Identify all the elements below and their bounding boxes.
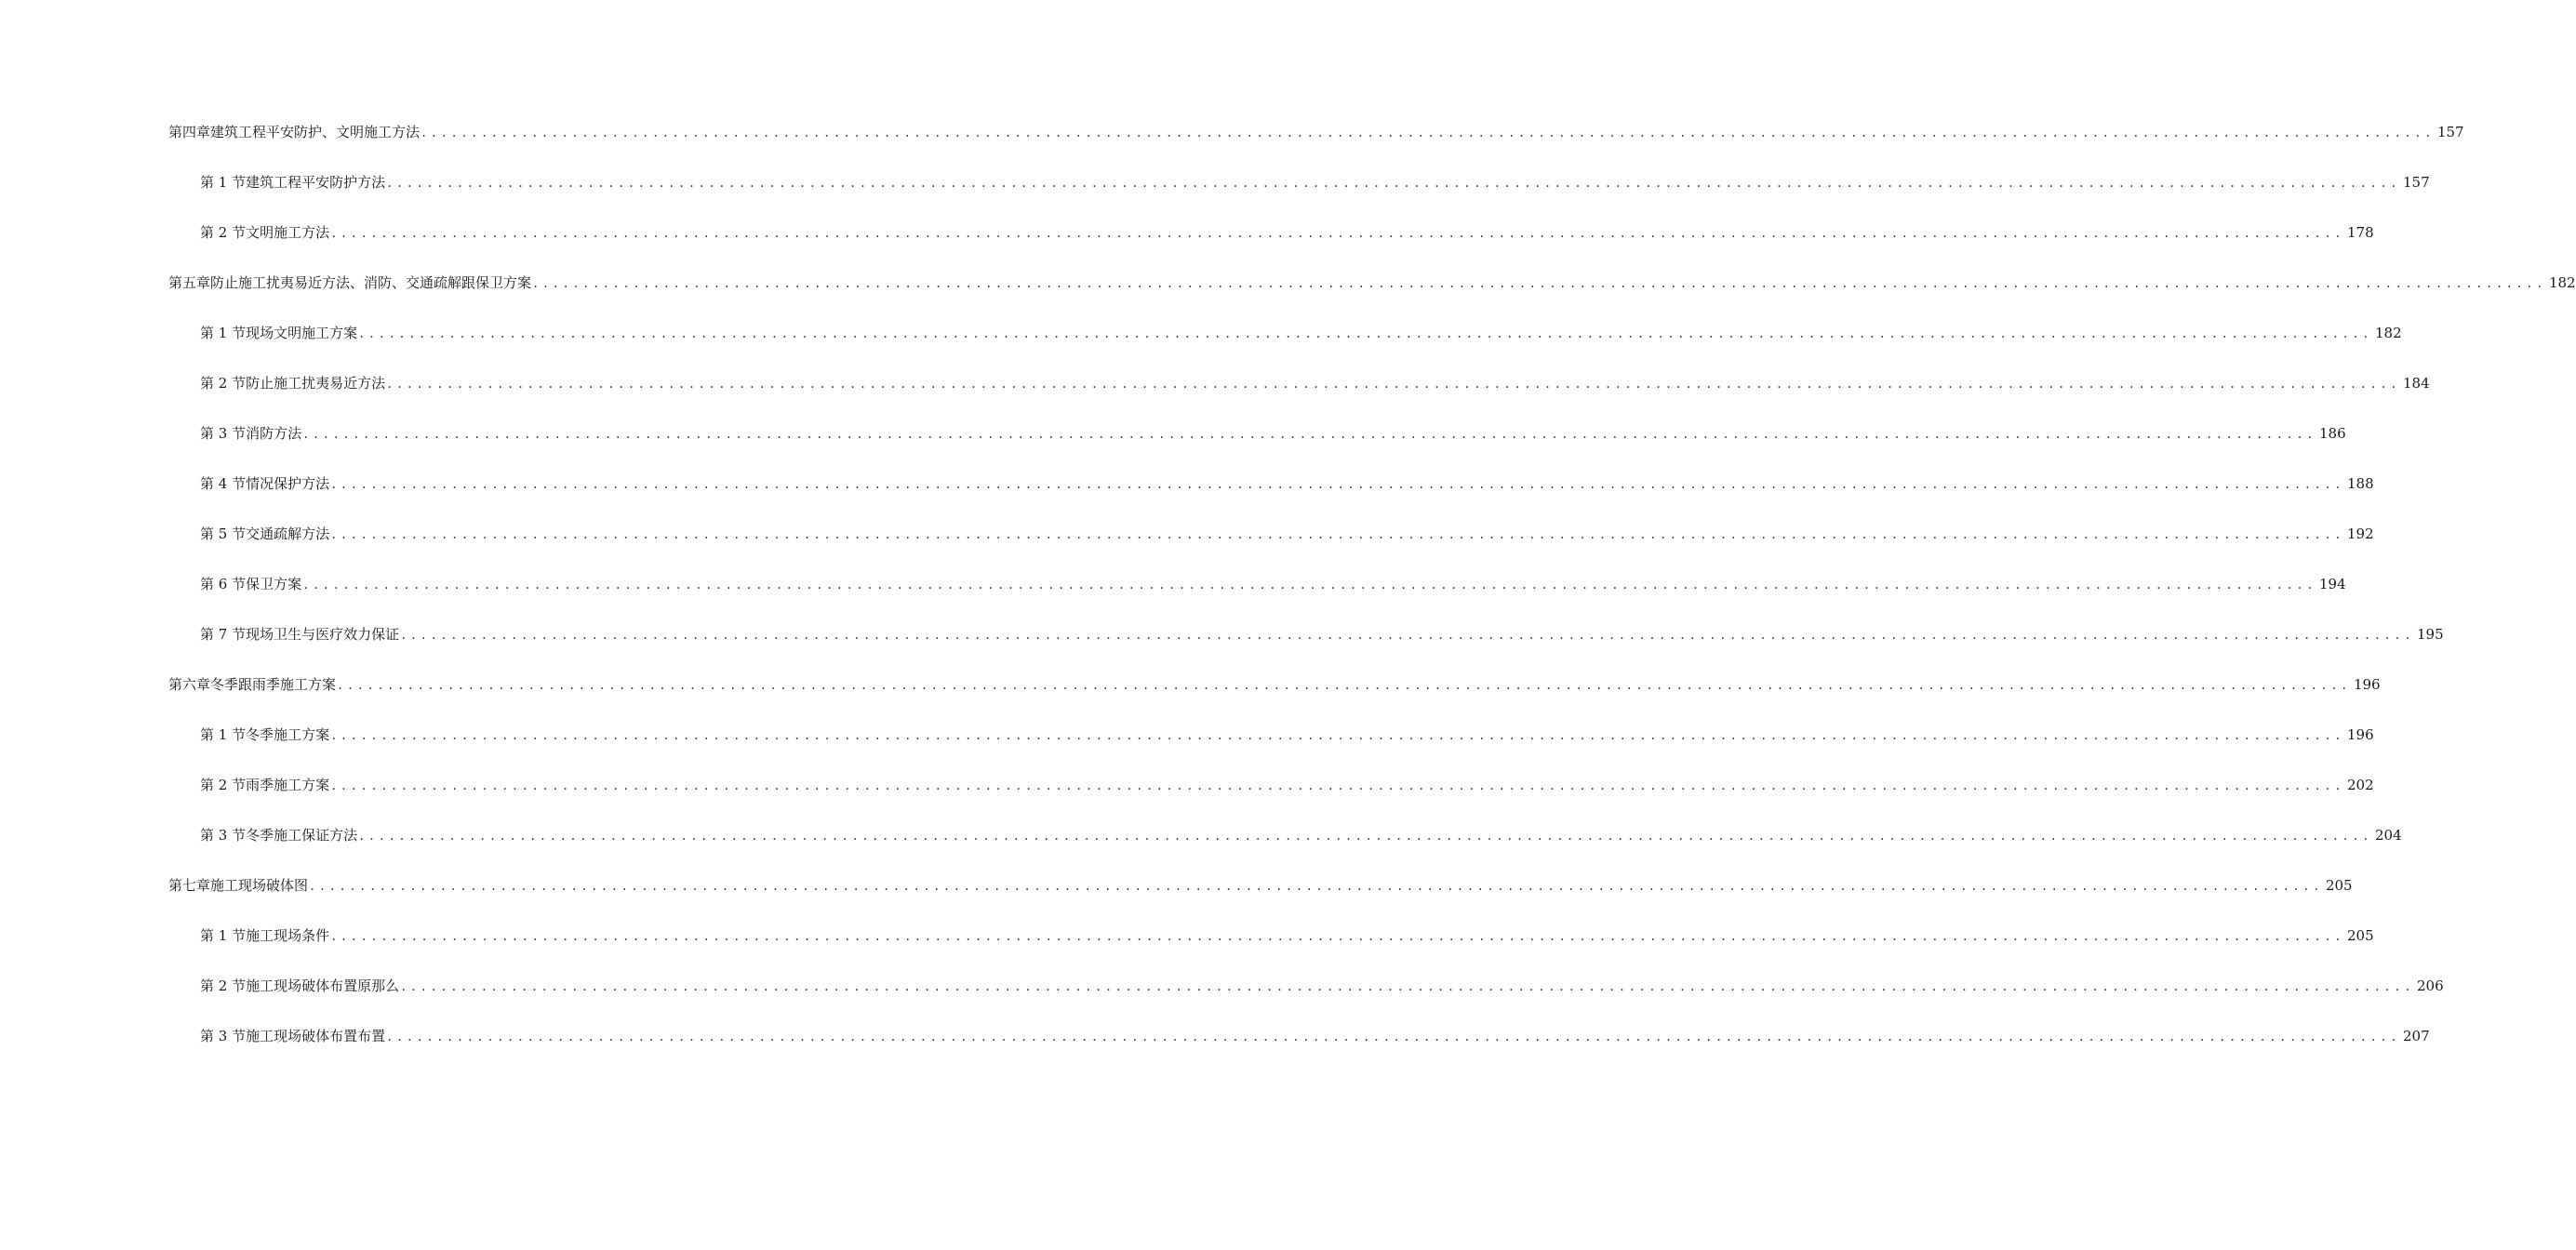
toc-chapter-entry[interactable] xyxy=(168,872,2353,895)
toc-section-entry[interactable] xyxy=(200,822,2402,844)
toc-page-number: 184 xyxy=(2403,375,2430,392)
toc-entry-title: 第四章建筑工程平安防护、文明施工方法 xyxy=(168,124,420,140)
toc-dot-leader: ........................................................................................................................................................................................................ xyxy=(309,880,2323,893)
toc-entry-title: 第 1 节施工现场条件 xyxy=(200,927,330,944)
toc-entry-title: 第 2 节文明施工方法 xyxy=(200,224,330,241)
toc-page-number: 157 xyxy=(2436,124,2464,140)
toc-entry-title: 第六章冬季跟雨季施工方案 xyxy=(168,676,337,693)
toc-dot-leader: ........................................................................................................................................................................................................ xyxy=(386,177,2401,190)
toc-page-number: 178 xyxy=(2347,224,2374,241)
toc-chapter-entry[interactable] xyxy=(168,119,2464,141)
toc-dot-leader: ........................................................................................................................................................................................................ xyxy=(400,980,2415,993)
toc-section-entry[interactable] xyxy=(200,169,2430,192)
toc-entry-title: 第 2 节防止施工扰夷易近方法 xyxy=(200,375,386,392)
toc-section-entry[interactable] xyxy=(200,571,2346,593)
toc-dot-leader: ........................................................................................................................................................................................................ xyxy=(386,1031,2401,1044)
toc-section-entry[interactable] xyxy=(200,923,2374,945)
toc-chapter-entry[interactable] xyxy=(168,672,2381,694)
toc-page-number: 196 xyxy=(2347,726,2374,743)
toc-dot-leader: ........................................................................................................................................................................................................ xyxy=(386,378,2401,391)
toc-entry-title: 第 2 节施工现场破体布置原那么 xyxy=(200,977,400,994)
toc-page-number: 188 xyxy=(2347,475,2374,492)
toc-section-entry[interactable] xyxy=(200,320,2402,342)
toc-section-entry[interactable] xyxy=(200,521,2374,543)
toc-section-entry[interactable] xyxy=(200,1023,2430,1045)
toc-page-number: 196 xyxy=(2353,676,2381,693)
toc-page-number: 194 xyxy=(2319,576,2346,592)
toc-section-entry[interactable] xyxy=(200,772,2374,794)
toc-dot-leader: ........................................................................................................................................................................................................ xyxy=(358,830,2373,843)
toc-dot-leader: ........................................................................................................................................................................................................ xyxy=(532,277,2546,290)
toc-dot-leader: ........................................................................................................................................................................................................ xyxy=(302,578,2317,592)
toc-page-number: 205 xyxy=(2347,927,2374,944)
toc-entry-title: 第 1 节建筑工程平安防护方法 xyxy=(200,174,386,191)
toc-page-number: 182 xyxy=(2375,325,2402,341)
toc-page-number: 192 xyxy=(2347,525,2374,542)
toc-section-entry[interactable] xyxy=(200,370,2430,392)
toc-dot-leader: ........................................................................................................................................................................................................ xyxy=(330,528,2345,541)
toc-dot-leader: ........................................................................................................................................................................................................ xyxy=(302,428,2317,441)
toc-page-number: 182 xyxy=(2548,274,2576,291)
toc-dot-leader: ........................................................................................................................................................................................................ xyxy=(400,629,2415,642)
toc-page-number: 204 xyxy=(2375,827,2402,844)
toc-dot-leader: ........................................................................................................................................................................................................ xyxy=(330,729,2345,742)
toc-dot-leader: ........................................................................................................................................................................................................ xyxy=(330,227,2345,240)
toc-entry-title: 第五章防止施工扰夷易近方法、消防、交通疏解跟保卫方案 xyxy=(168,274,532,291)
toc-entry-title: 第 2 节雨季施工方案 xyxy=(200,777,330,793)
toc-entry-title: 第 3 节冬季施工保证方法 xyxy=(200,827,358,844)
toc-section-entry[interactable] xyxy=(200,722,2374,744)
toc-entry-title: 第 1 节现场文明施工方案 xyxy=(200,325,358,341)
toc-entry-title: 第 1 节冬季施工方案 xyxy=(200,726,330,743)
toc-entry-title: 第 3 节施工现场破体布置布置 xyxy=(200,1028,386,1044)
toc-page-number: 206 xyxy=(2417,977,2444,994)
toc-section-entry[interactable] xyxy=(200,621,2444,644)
toc-entry-title: 第 4 节情况保护方法 xyxy=(200,475,330,492)
toc-dot-leader: ........................................................................................................................................................................................................ xyxy=(330,478,2345,491)
toc-page-number: 186 xyxy=(2319,425,2346,442)
toc-dot-leader: ........................................................................................................................................................................................................ xyxy=(358,327,2373,340)
toc-page-number: 202 xyxy=(2347,777,2374,793)
toc-dot-leader: ........................................................................................................................................................................................................ xyxy=(330,779,2345,792)
toc-entry-title: 第 3 节消防方法 xyxy=(200,425,302,442)
toc-entry-title: 第 5 节交通疏解方法 xyxy=(200,525,330,542)
toc-dot-leader: ........................................................................................................................................................................................................ xyxy=(337,679,2351,692)
toc-entry-title: 第 6 节保卫方案 xyxy=(200,576,302,592)
toc-section-entry[interactable] xyxy=(200,219,2374,242)
toc-section-entry[interactable] xyxy=(200,471,2374,493)
toc-section-entry[interactable] xyxy=(200,973,2444,995)
toc-chapter-entry[interactable] xyxy=(168,270,2576,292)
toc-section-entry[interactable] xyxy=(200,420,2346,443)
toc-dot-leader: ........................................................................................................................................................................................................ xyxy=(420,126,2435,140)
toc-dot-leader: ........................................................................................................................................................................................................ xyxy=(330,930,2345,943)
toc-entry-title: 第 7 节现场卫生与医疗效力保证 xyxy=(200,626,400,643)
toc-page-number: 195 xyxy=(2417,626,2444,643)
toc-page-number: 205 xyxy=(2325,877,2353,894)
toc-page-number: 157 xyxy=(2403,174,2430,191)
toc-entry-title: 第七章施工现场破体图 xyxy=(168,877,309,894)
toc-page-number: 207 xyxy=(2403,1028,2430,1044)
